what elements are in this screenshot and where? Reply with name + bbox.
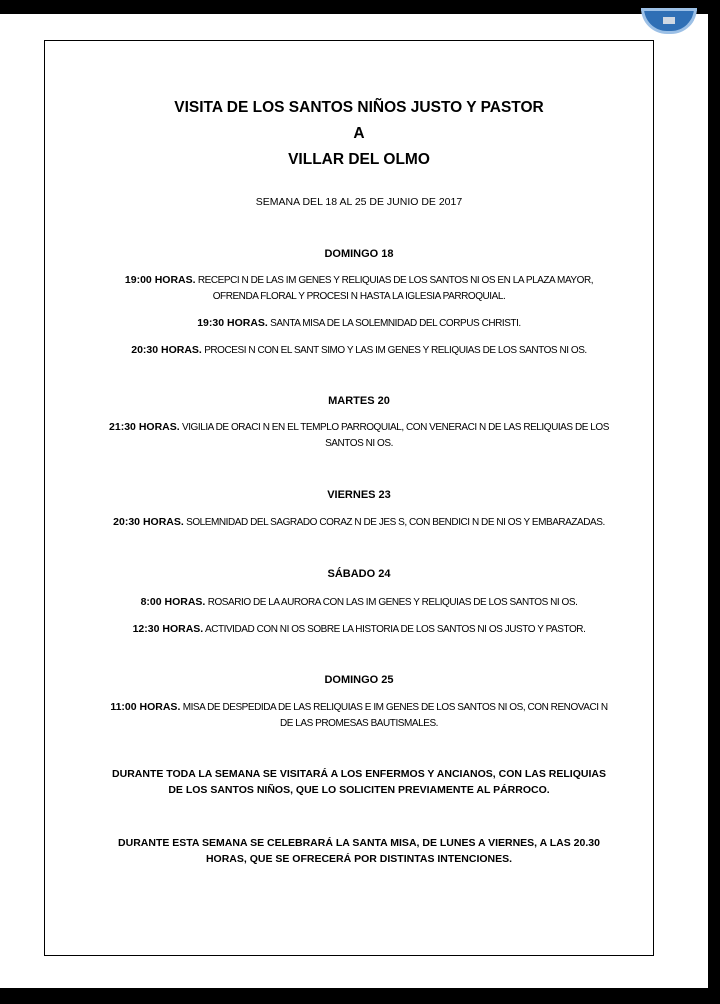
- schedule-item: [104, 315, 614, 332]
- title-line-1: VISITA DE LOS SANTOS NIÑOS JUSTO Y PASTOR: [174, 99, 544, 116]
- item-text: VIGILIA DE ORACI N EN EL TEMPLO PARROQUIAL, CON VENERACI N DE LAS RELIQUIAS DE LOS SANTOS NI OS.: [182, 422, 609, 449]
- schedule-item: [104, 342, 614, 359]
- day-heading: VIERNES 23: [327, 489, 391, 501]
- day-heading: DOMINGO 25: [324, 674, 394, 686]
- title-line-3: VILLAR DEL OLMO: [288, 151, 430, 168]
- schedule-item: [104, 514, 614, 531]
- item-text: SOLEMNIDAD DEL SAGRADO CORAZ N DE JES S, CON BENDICI N DE NI OS Y EMBARAZADAS.: [186, 517, 605, 528]
- schedule-item: [104, 272, 614, 305]
- title-line-2: A: [353, 125, 365, 142]
- item-time: 11:00 HORAS.: [110, 701, 181, 713]
- schedule-item: [104, 594, 614, 611]
- item-text: RECEPCI N DE LAS IM GENES Y RELIQUIAS DE LOS SANTOS NI OS EN LA PLAZA MAYOR, OFRENDA FLORAL Y PROCESI N HASTA LA IGLESIA PARROQUIAL.: [197, 275, 594, 302]
- item-text: PROCESI N CON EL SANT SIMO Y LAS IM GENES Y RELIQUIAS DE LOS SANTOS NI OS.: [204, 345, 587, 356]
- day-heading: DOMINGO 18: [324, 248, 394, 260]
- note-visits: DURANTE TODA LA SEMANA SE VISITARÁ A LOS ENFERMOS Y ANCIANOS, CON LAS RELIQUIAS DE LOS SANTOS NIÑOS, QUE LO SOLICITEN PREVIAMENTE AL PÁRROCO.: [112, 768, 606, 796]
- item-time: 19:00 HORAS.: [124, 274, 196, 286]
- item-time: 20:30 HORAS.: [131, 344, 202, 356]
- item-text: SANTA MISA DE LA SOLEMNIDAD DEL CORPUS CHRISTI.: [270, 318, 521, 329]
- document-page: [0, 14, 708, 988]
- note-masses: DURANTE ESTA SEMANA SE CELEBRARÁ LA SANTA MISA, DE LUNES A VIERNES, A LAS 20.30 HORAS, QUE SE OFRECERÁ POR DISTINTAS INTENCIONES.: [118, 837, 600, 865]
- item-time: 20:30 HORAS.: [113, 516, 184, 528]
- item-time: 21:30 HORAS.: [109, 421, 180, 433]
- schedule-item: [104, 699, 614, 732]
- day-heading: MARTES 20: [328, 395, 390, 407]
- week-subtitle: SEMANA DEL 18 AL 25 DE JUNIO DE 2017: [255, 196, 463, 208]
- schedule-item: [104, 419, 614, 452]
- item-time: 12:30 HORAS.: [132, 623, 204, 635]
- item-text: ACTIVIDAD CON NI OS SOBRE LA HISTORIA DE LOS SANTOS NI OS JUSTO Y PASTOR.: [204, 624, 586, 635]
- minimize-icon: [663, 17, 675, 24]
- schedule-item: [104, 621, 614, 638]
- window-control-button[interactable]: [641, 8, 697, 34]
- item-time: 19:30 HORAS.: [197, 317, 268, 329]
- day-heading: SÁBADO 24: [327, 568, 391, 580]
- item-time: 8:00 HORAS.: [140, 596, 206, 608]
- item-text: MISA DE DESPEDIDA DE LAS RELIQUIAS E IM GENES DE LOS SANTOS NI OS, CON RENOVACI N DE LAS PROMESAS BAUTISMALES.: [182, 702, 608, 729]
- item-text: ROSARIO DE LA AURORA CON LAS IM GENES Y RELIQUIAS DE LOS SANTOS NI OS.: [207, 597, 578, 608]
